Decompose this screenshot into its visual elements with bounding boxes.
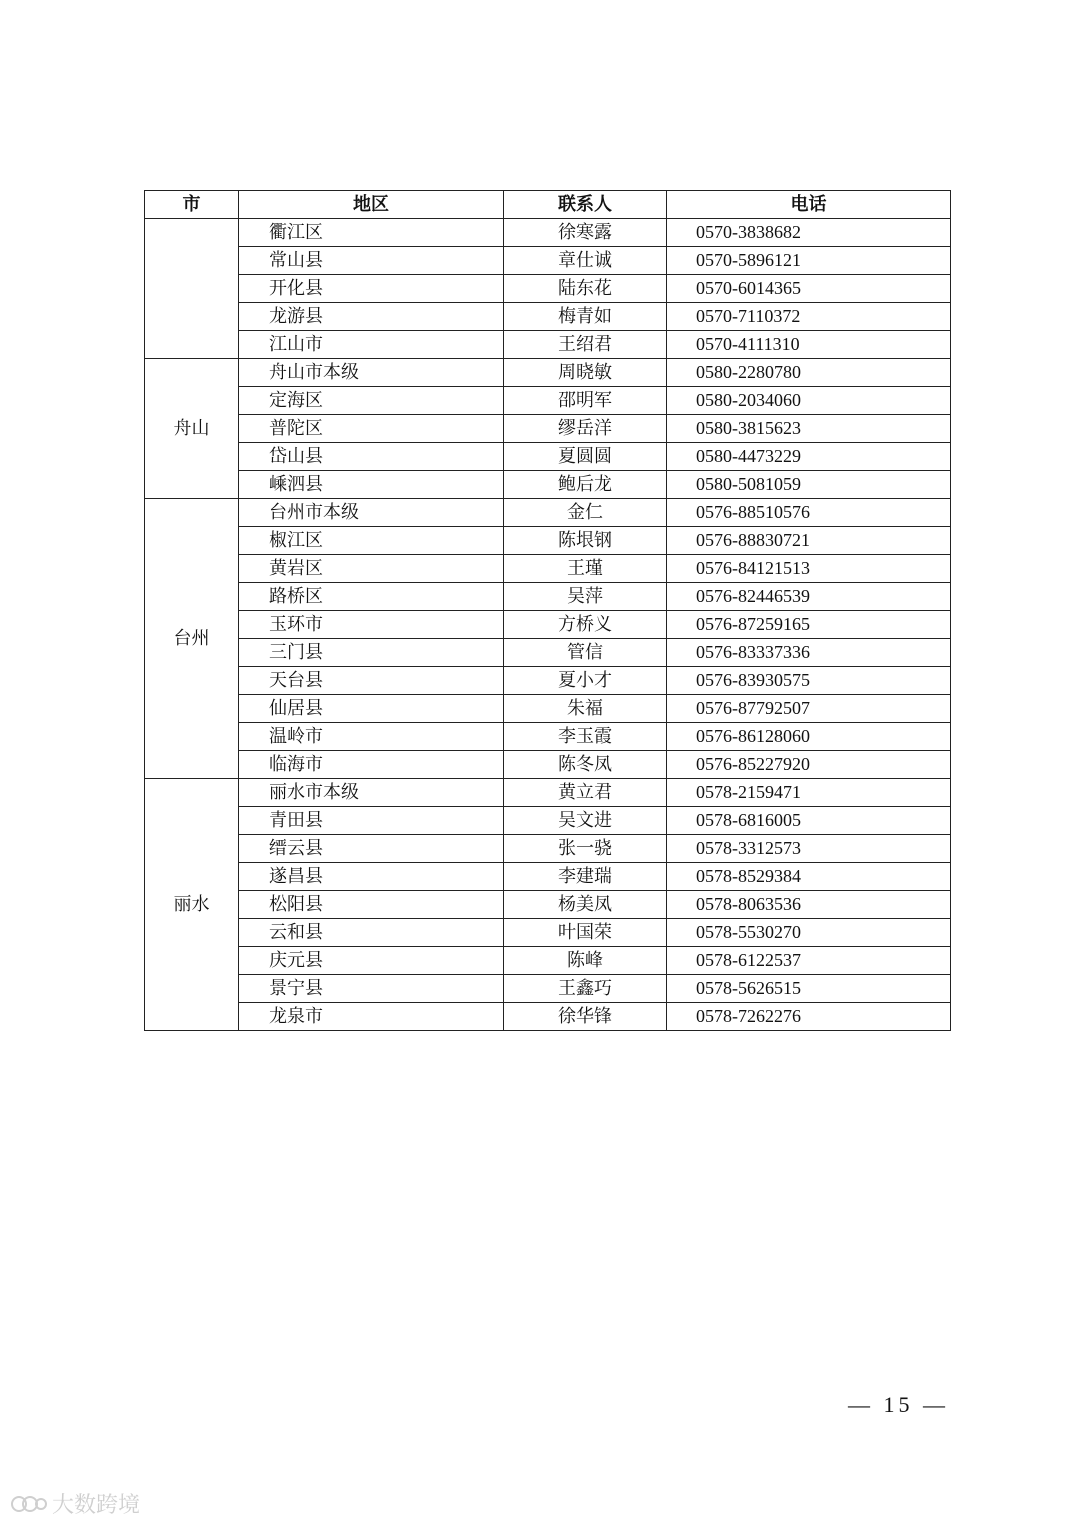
phone-cell: 0580-5081059	[667, 471, 951, 499]
region-cell: 龙游县	[239, 303, 504, 331]
table-row	[145, 303, 951, 331]
contact-cell: 金仁	[504, 499, 667, 527]
region-cell: 三门县	[239, 639, 504, 667]
watermark	[10, 1488, 140, 1519]
contact-cell: 吴文进	[504, 807, 667, 835]
table-row	[145, 555, 951, 583]
table-row	[145, 807, 951, 835]
contact-cell: 黄立君	[504, 779, 667, 807]
header-city: 市	[145, 191, 239, 219]
table-row	[145, 583, 951, 611]
table-row	[145, 471, 951, 499]
table-row	[145, 359, 951, 387]
phone-cell: 0580-2034060	[667, 387, 951, 415]
contact-cell: 吴萍	[504, 583, 667, 611]
region-cell: 温岭市	[239, 723, 504, 751]
phone-cell: 0580-3815623	[667, 415, 951, 443]
phone-cell: 0578-6122537	[667, 947, 951, 975]
header-region: 地区	[239, 191, 504, 219]
region-cell: 定海区	[239, 387, 504, 415]
region-cell: 路桥区	[239, 583, 504, 611]
table-row	[145, 387, 951, 415]
phone-cell: 0578-8529384	[667, 863, 951, 891]
logo-icon	[10, 1493, 48, 1515]
table-row	[145, 947, 951, 975]
table-row	[145, 779, 951, 807]
region-cell: 江山市	[239, 331, 504, 359]
city-cell: 台州	[145, 499, 239, 779]
table-row	[145, 415, 951, 443]
contact-cell: 徐寒露	[504, 219, 667, 247]
contact-cell: 周晓敏	[504, 359, 667, 387]
phone-cell: 0576-87792507	[667, 695, 951, 723]
region-cell: 嵊泗县	[239, 471, 504, 499]
table-row	[145, 331, 951, 359]
page-number: — 15 —	[848, 1392, 949, 1417]
contact-cell: 杨美凤	[504, 891, 667, 919]
contact-cell: 缪岳洋	[504, 415, 667, 443]
region-cell: 岱山县	[239, 443, 504, 471]
region-cell: 仙居县	[239, 695, 504, 723]
table-row	[145, 219, 951, 247]
phone-cell: 0578-6816005	[667, 807, 951, 835]
region-cell: 常山县	[239, 247, 504, 275]
table-row	[145, 499, 951, 527]
contact-cell: 梅青如	[504, 303, 667, 331]
phone-cell: 0578-5626515	[667, 975, 951, 1003]
contact-cell: 王绍君	[504, 331, 667, 359]
region-cell: 松阳县	[239, 891, 504, 919]
region-cell: 景宁县	[239, 975, 504, 1003]
table-row	[145, 275, 951, 303]
phone-cell: 0578-7262276	[667, 1003, 951, 1031]
contact-cell: 方桥义	[504, 611, 667, 639]
region-cell: 台州市本级	[239, 499, 504, 527]
contact-cell: 夏圆圆	[504, 443, 667, 471]
contact-cell: 李建瑞	[504, 863, 667, 891]
table-header-row	[145, 191, 951, 219]
region-cell: 遂昌县	[239, 863, 504, 891]
region-cell: 椒江区	[239, 527, 504, 555]
region-cell: 青田县	[239, 807, 504, 835]
table-row	[145, 863, 951, 891]
phone-cell: 0570-6014365	[667, 275, 951, 303]
phone-cell: 0576-83930575	[667, 667, 951, 695]
table-row	[145, 667, 951, 695]
table-row	[145, 975, 951, 1003]
city-cell	[145, 219, 239, 359]
phone-cell: 0576-86128060	[667, 723, 951, 751]
contact-cell: 管信	[504, 639, 667, 667]
phone-cell: 0576-85227920	[667, 751, 951, 779]
region-cell: 丽水市本级	[239, 779, 504, 807]
table-row	[145, 919, 951, 947]
contact-cell: 夏小才	[504, 667, 667, 695]
table-row	[145, 891, 951, 919]
city-cell: 丽水	[145, 779, 239, 1031]
watermark-text: 大数跨境	[52, 1493, 141, 1518]
contact-cell: 章仕诚	[504, 247, 667, 275]
region-cell: 临海市	[239, 751, 504, 779]
contact-cell: 徐华锋	[504, 1003, 667, 1031]
contact-cell: 陈冬凤	[504, 751, 667, 779]
region-cell: 开化县	[239, 275, 504, 303]
region-cell: 庆元县	[239, 947, 504, 975]
region-cell: 衢江区	[239, 219, 504, 247]
contact-cell: 叶国荣	[504, 919, 667, 947]
region-cell: 缙云县	[239, 835, 504, 863]
header-phone: 电话	[667, 191, 951, 219]
phone-cell: 0578-8063536	[667, 891, 951, 919]
contact-cell: 王鑫巧	[504, 975, 667, 1003]
phone-cell: 0570-7110372	[667, 303, 951, 331]
phone-cell: 0580-4473229	[667, 443, 951, 471]
phone-cell: 0578-5530270	[667, 919, 951, 947]
phone-cell: 0576-83337336	[667, 639, 951, 667]
contact-cell: 张一骁	[504, 835, 667, 863]
phone-cell: 0576-84121513	[667, 555, 951, 583]
region-cell: 普陀区	[239, 415, 504, 443]
table-body	[145, 219, 951, 1031]
contact-cell: 陆东花	[504, 275, 667, 303]
table-row	[145, 527, 951, 555]
contact-cell: 邵明军	[504, 387, 667, 415]
phone-cell: 0570-4111310	[667, 331, 951, 359]
contact-cell: 朱福	[504, 695, 667, 723]
header-contact: 联系人	[504, 191, 667, 219]
city-cell: 舟山	[145, 359, 239, 499]
phone-cell: 0576-87259165	[667, 611, 951, 639]
contact-cell: 鲍后龙	[504, 471, 667, 499]
region-cell: 舟山市本级	[239, 359, 504, 387]
region-cell: 玉环市	[239, 611, 504, 639]
phone-cell: 0576-88510576	[667, 499, 951, 527]
phone-cell: 0576-88830721	[667, 527, 951, 555]
table-row	[145, 639, 951, 667]
phone-cell: 0580-2280780	[667, 359, 951, 387]
table-row	[145, 695, 951, 723]
region-cell: 云和县	[239, 919, 504, 947]
table-row	[145, 1003, 951, 1031]
region-cell: 黄岩区	[239, 555, 504, 583]
phone-cell: 0578-2159471	[667, 779, 951, 807]
contact-cell: 李玉霞	[504, 723, 667, 751]
phone-cell: 0576-82446539	[667, 583, 951, 611]
table-row	[145, 751, 951, 779]
contact-table	[144, 190, 951, 1031]
table-row	[145, 443, 951, 471]
contact-cell: 陈峰	[504, 947, 667, 975]
phone-cell: 0578-3312573	[667, 835, 951, 863]
table-row	[145, 247, 951, 275]
table-row	[145, 723, 951, 751]
table-row	[145, 835, 951, 863]
region-cell: 天台县	[239, 667, 504, 695]
table-row	[145, 611, 951, 639]
contact-cell: 王瑾	[504, 555, 667, 583]
phone-cell: 0570-3838682	[667, 219, 951, 247]
region-cell: 龙泉市	[239, 1003, 504, 1031]
contact-cell: 陈垠钢	[504, 527, 667, 555]
phone-cell: 0570-5896121	[667, 247, 951, 275]
